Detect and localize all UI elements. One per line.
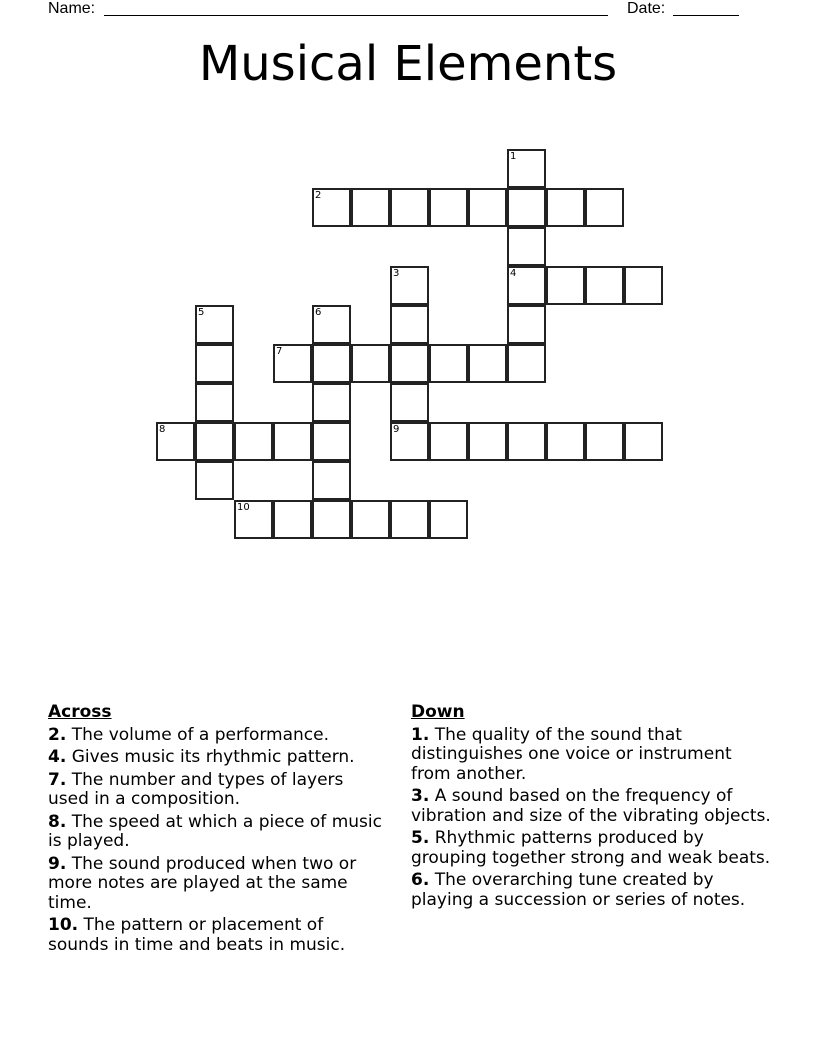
clue-item bbox=[48, 726, 388, 746]
grid-cell[interactable] bbox=[624, 266, 663, 305]
grid-cell[interactable] bbox=[585, 188, 624, 227]
grid-cell[interactable] bbox=[195, 305, 234, 344]
grid-cell[interactable] bbox=[390, 500, 429, 539]
page-title: Musical Elements bbox=[198, 36, 618, 92]
grid-cell[interactable] bbox=[195, 422, 234, 461]
grid-cell[interactable] bbox=[507, 149, 546, 188]
clue-number-label: 7 bbox=[276, 346, 283, 357]
clue-text: The overarching tune created by playing a succession or series of notes. bbox=[411, 870, 746, 910]
clue-item bbox=[411, 726, 771, 785]
clue-item bbox=[411, 871, 771, 910]
grid-cell[interactable] bbox=[546, 266, 585, 305]
clue-item bbox=[411, 829, 771, 868]
grid-cell[interactable] bbox=[273, 422, 312, 461]
clue-text: The sound produced when two or more notes are played at the same time. bbox=[48, 853, 357, 913]
grid-cell[interactable] bbox=[234, 500, 273, 539]
grid-cell[interactable] bbox=[195, 344, 234, 383]
clue-number: 10. bbox=[48, 915, 79, 935]
clue-number-label: 8 bbox=[159, 424, 166, 435]
clue-text: The speed at which a piece of music is played. bbox=[48, 811, 382, 851]
grid-cell[interactable] bbox=[507, 227, 546, 266]
grid-cell[interactable] bbox=[351, 188, 390, 227]
clue-text: A sound based on the frequency of vibration and size of the vibrating objects. bbox=[411, 786, 771, 826]
clue-item bbox=[48, 813, 388, 852]
grid-cell[interactable] bbox=[585, 266, 624, 305]
grid-cell[interactable] bbox=[429, 500, 468, 539]
grid-cell[interactable] bbox=[390, 344, 429, 383]
clue-number-label: 5 bbox=[198, 307, 205, 318]
grid-cell[interactable] bbox=[312, 422, 351, 461]
clue-number: 4. bbox=[48, 747, 67, 767]
grid-cell[interactable] bbox=[312, 461, 351, 500]
clue-item bbox=[411, 787, 771, 826]
clue-number-label: 3 bbox=[393, 268, 400, 279]
grid-cell[interactable] bbox=[468, 422, 507, 461]
clue-number-label: 4 bbox=[510, 268, 517, 279]
grid-cell[interactable] bbox=[507, 422, 546, 461]
grid-cell[interactable] bbox=[312, 188, 351, 227]
grid-cell[interactable] bbox=[273, 500, 312, 539]
clue-item bbox=[48, 855, 388, 914]
grid-cell[interactable] bbox=[507, 344, 546, 383]
grid-cell[interactable] bbox=[390, 188, 429, 227]
grid-cell[interactable] bbox=[312, 305, 351, 344]
down-clues bbox=[411, 703, 771, 913]
grid-cell[interactable] bbox=[429, 344, 468, 383]
clue-text: The pattern or placement of sounds in time and beats in music. bbox=[48, 915, 346, 955]
grid-cell[interactable] bbox=[351, 344, 390, 383]
grid-cell[interactable] bbox=[429, 422, 468, 461]
grid-cell[interactable] bbox=[195, 461, 234, 500]
clue-item bbox=[48, 771, 388, 810]
clue-number-label: 1 bbox=[510, 151, 517, 162]
grid-cell[interactable] bbox=[546, 422, 585, 461]
grid-cell[interactable] bbox=[390, 266, 429, 305]
clue-number: 8. bbox=[48, 811, 67, 832]
grid-cell[interactable] bbox=[468, 344, 507, 383]
grid-cell[interactable] bbox=[390, 305, 429, 344]
grid-cell[interactable] bbox=[312, 344, 351, 383]
grid-cell[interactable] bbox=[273, 344, 312, 383]
clue-number-label: 2 bbox=[315, 190, 322, 201]
grid-cell[interactable] bbox=[546, 188, 585, 227]
clue-text: The quality of the sound that distinguishes one voice or instrument from another. bbox=[411, 724, 732, 784]
clue-number: 2. bbox=[48, 724, 67, 745]
clue-item bbox=[48, 748, 388, 768]
clue-number-label: 10 bbox=[237, 502, 250, 513]
grid-cell[interactable] bbox=[390, 383, 429, 422]
clue-item bbox=[48, 916, 388, 955]
grid-cell[interactable] bbox=[429, 188, 468, 227]
grid-cell[interactable] bbox=[468, 188, 507, 227]
date-label: Date: bbox=[627, 0, 666, 17]
across-clues bbox=[48, 703, 388, 958]
clue-number: 5. bbox=[411, 828, 430, 848]
grid-cell[interactable] bbox=[507, 266, 546, 305]
grid-cell[interactable] bbox=[507, 305, 546, 344]
grid-cell[interactable] bbox=[312, 383, 351, 422]
clue-text: Rhythmic patterns produced by grouping together strong and weak beats. bbox=[411, 828, 771, 868]
clue-number-label: 9 bbox=[393, 424, 400, 435]
grid-cell[interactable] bbox=[351, 500, 390, 539]
grid-cell[interactable] bbox=[156, 422, 195, 461]
clue-number: 6. bbox=[411, 870, 430, 890]
clue-number: 1. bbox=[411, 724, 430, 745]
grid-cell[interactable] bbox=[507, 188, 546, 227]
clue-number: 9. bbox=[48, 853, 67, 874]
grid-cell[interactable] bbox=[234, 422, 273, 461]
clue-text: The volume of a performance. bbox=[66, 724, 329, 745]
clue-number: 3. bbox=[411, 786, 430, 806]
grid-cell[interactable] bbox=[390, 422, 429, 461]
down-heading: Down bbox=[411, 702, 465, 722]
clue-text: Gives music its rhythmic pattern. bbox=[66, 747, 355, 767]
grid-cell[interactable] bbox=[312, 500, 351, 539]
grid-cell[interactable] bbox=[624, 422, 663, 461]
name-label: Name: bbox=[48, 0, 96, 17]
grid-cell[interactable] bbox=[195, 383, 234, 422]
clue-number-label: 6 bbox=[315, 307, 322, 318]
clue-text: The number and types of layers used in a composition. bbox=[48, 769, 344, 809]
grid-cell[interactable] bbox=[585, 422, 624, 461]
across-heading: Across bbox=[48, 702, 112, 722]
clue-number: 7. bbox=[48, 769, 67, 790]
